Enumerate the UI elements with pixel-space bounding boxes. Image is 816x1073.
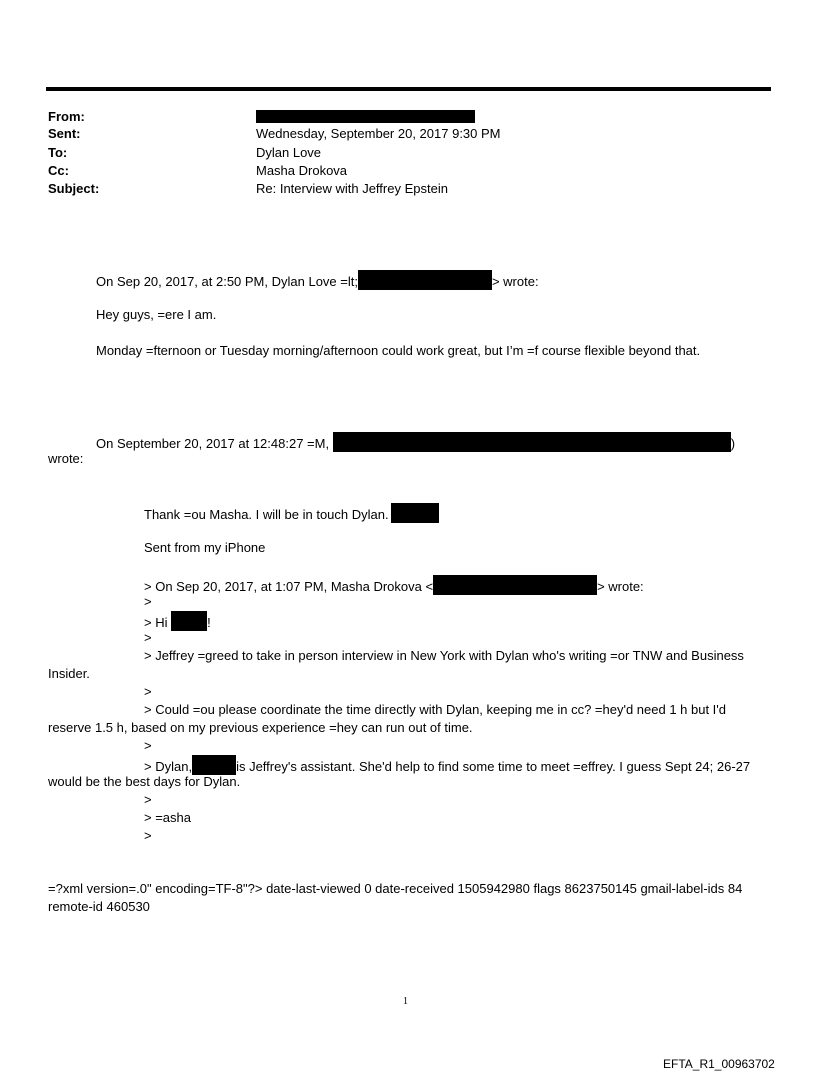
- hi-redaction: [171, 611, 207, 631]
- quote-marker: >: [144, 738, 152, 753]
- coordinate-line-wrap: reserve 1.5 h, based on my previous experience =hey can run out of time.: [48, 720, 473, 735]
- quote-marker: >: [144, 630, 152, 645]
- quote-marker: >: [144, 684, 152, 699]
- sent-label: Sent:: [48, 126, 81, 141]
- subject-label: Subject:: [48, 181, 100, 196]
- hi-text: > Hi: [144, 615, 168, 630]
- hi-end: !: [207, 615, 211, 630]
- cc-value: Masha Drokova: [256, 163, 348, 178]
- nested-intro-text: > On Sep 20, 2017, at 1:07 PM, Masha Drokova <: [144, 579, 434, 594]
- nested-quote-intro: [144, 575, 644, 596]
- name-redaction: [391, 503, 439, 523]
- quote1-greeting: Hey guys, =ere I am.: [96, 307, 217, 322]
- coordinate-line: > Could =ou please coordinate the time directly with Dylan, keeping me in cc? =hey'd need 1 h but I'd: [144, 702, 727, 717]
- to-label: To:: [48, 145, 68, 160]
- dylan-line-wrap: would be the best days for Dylan.: [48, 774, 241, 789]
- sent-value: Wednesday, September 20, 2017 9:30 PM: [256, 126, 501, 141]
- to-value: Dylan Love: [256, 145, 322, 160]
- quote2-intro: [96, 432, 735, 453]
- sent-from-line: Sent from my iPhone: [144, 540, 266, 555]
- thank-line: [144, 503, 439, 524]
- header-rule: [46, 87, 771, 91]
- quote2-intro-text: On September 20, 2017 at 12:48:27 =M,: [96, 436, 330, 451]
- thank-text: Thank =ou Masha. I will be in touch Dylan.: [144, 507, 389, 522]
- quote-marker: >: [144, 594, 152, 609]
- quote1-intro-text: On Sep 20, 2017, at 2:50 PM, Dylan Love =lt;: [96, 274, 358, 289]
- masha-email-redaction: [433, 575, 597, 595]
- quote1-intro: [96, 270, 539, 291]
- jeffrey-line: > Jeffrey =greed to take in person interview in New York with Dylan who's writing =or TNW and Business: [144, 648, 744, 663]
- quote1-availability: Monday =fternoon or Tuesday morning/afternoon could work great, but I’m =f course flexible beyond that.: [96, 343, 701, 358]
- signature-line: > =asha: [144, 810, 191, 825]
- document-id: EFTA_R1_00963702: [663, 1057, 775, 1071]
- quote2-intro-end: ): [730, 436, 736, 451]
- page-number: 1: [403, 996, 408, 1007]
- sender-redaction: [333, 432, 731, 452]
- quote2-intro-wrap: wrote:: [48, 451, 84, 466]
- dylan-text-end: is Jeffrey's assistant. She'd help to find some time to meet =effrey. I guess Sept 24; 26-27: [236, 759, 751, 774]
- email-redaction: [358, 270, 492, 290]
- from-redaction: [256, 110, 475, 123]
- subject-value: Re: Interview with Jeffrey Epstein: [256, 181, 448, 196]
- quote-marker: >: [144, 828, 152, 843]
- assistant-redaction: [192, 755, 236, 775]
- quote1-intro-end: > wrote:: [491, 274, 539, 289]
- cc-label: Cc:: [48, 163, 69, 178]
- dylan-text: > Dylan,: [144, 759, 193, 774]
- from-label: From:: [48, 109, 85, 124]
- nested-intro-end: > wrote:: [597, 579, 644, 594]
- hi-line: [144, 611, 211, 632]
- jeffrey-line-wrap: Insider.: [48, 666, 90, 681]
- metadata-line: =?xml version=.0" encoding=TF-8"?> date-last-viewed 0 date-received 1505942980 flags 8623750145 gmail-label-ids 84: [48, 881, 743, 896]
- quote-marker: >: [144, 792, 152, 807]
- metadata-line-wrap: remote-id 460530: [48, 899, 150, 914]
